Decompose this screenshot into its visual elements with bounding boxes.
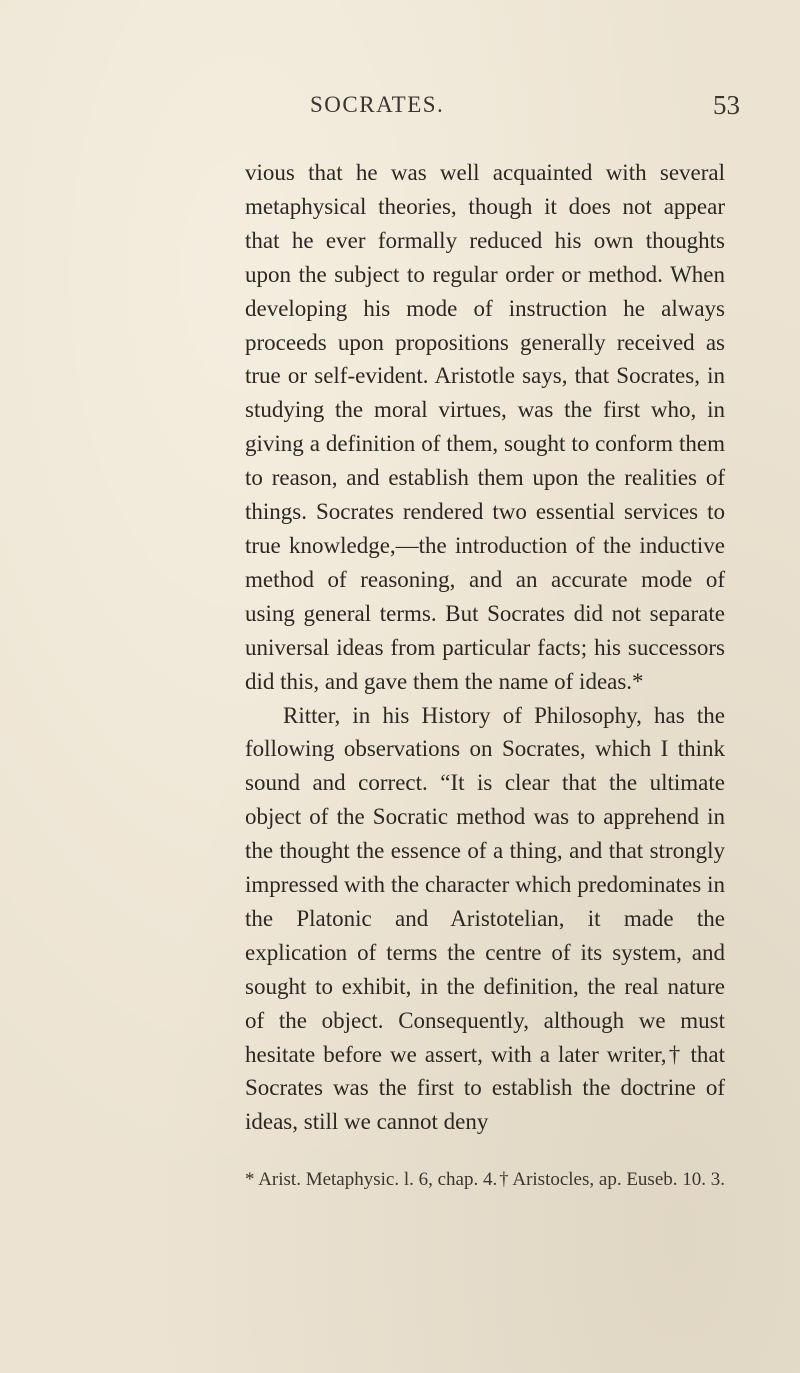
running-title: SOCRATES.	[310, 92, 445, 117]
paragraph-1: vious that he was well acquainted with several metaphysical theories, though it does not appear that he ever formally reduced his own thoughts upon the subject to regular order or method. When developing his mode of instruction he always proceeds upon propositions generally received as true or self-evident. Aristotle says, that Socrates, in studying the moral virtues, was the first who, in giving a definition of them, sought to conform them to reason, and establish them upon the realities of things. Socrates rendered two essential services to true knowledge,—the introduction of the inductive method of reasoning, and an accurate mode of using general terms. But Socrates did not separate universal ideas from particular facts; his successors did this, and gave them the name of ideas.*	[245, 160, 725, 694]
body-text	[245, 156, 725, 1139]
paragraph-2: Ritter, in his History of Philosophy, has the following observations on Socrates, which I think sound and correct. “It is clear that the ultimate object of the Socratic method was to apprehend in the thought the essence of a thing, and that strongly impressed with the character which predominates in the Platonic and Aristotelian, it made the explication of terms the centre of its system, and sought to exhibit, in the definition, the real nature of the object. Consequently, although we must hesitate before we assert, with a later writer,† that Socrates was the first to establish the doctrine of ideas, still we cannot deny	[245, 702, 725, 1135]
running-head	[0, 92, 800, 128]
footnote-1: * Arist. Metaphysic. l. 6, chap. 4.	[245, 1169, 498, 1190]
footnote-2: † Aristocles, ap. Euseb. 10. 3.	[499, 1169, 725, 1190]
page-number: 53	[713, 90, 740, 120]
footnotes	[245, 1168, 725, 1192]
